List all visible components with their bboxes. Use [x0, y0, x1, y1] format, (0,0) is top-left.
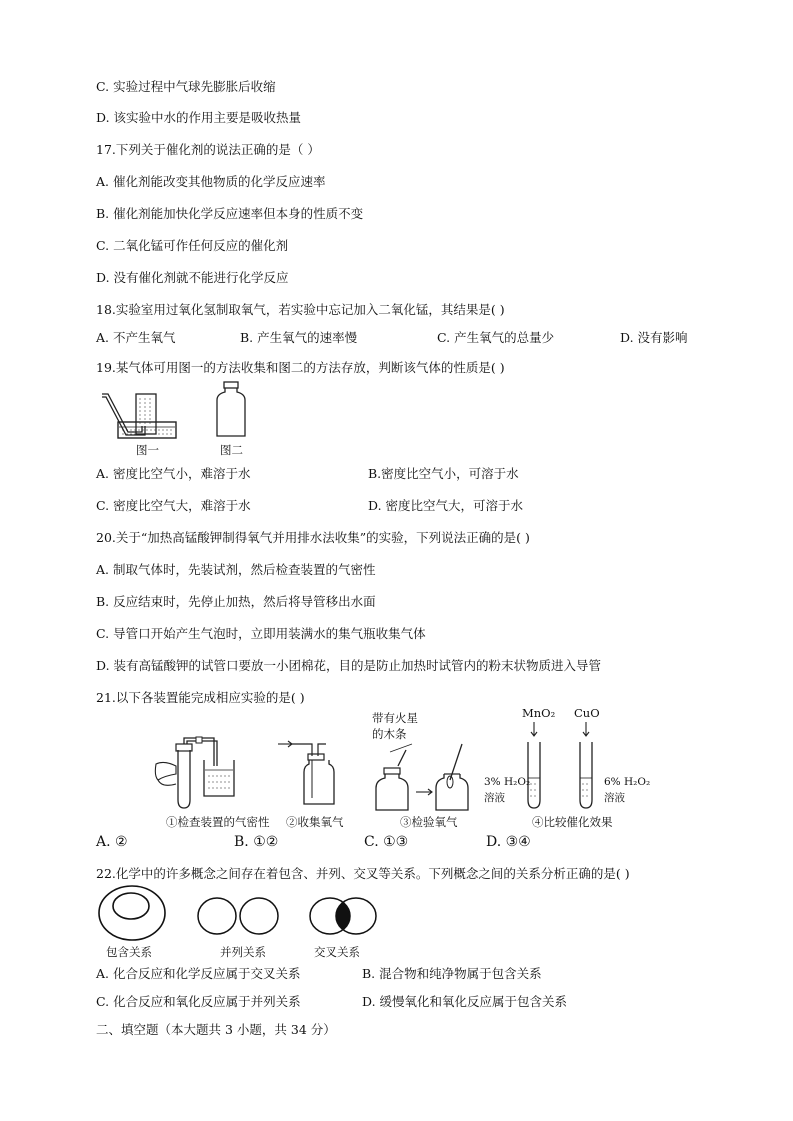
q17-option-b: B. 催化剂能加快化学反应速率但本身的性质不变: [96, 206, 364, 221]
q21-splint-label-line2: 的木条: [372, 727, 407, 741]
q21-solution-2-label: 溶液: [604, 792, 625, 804]
q18-option-a: A. 不产生氧气: [96, 330, 176, 345]
q21-option-a: A. ②: [96, 834, 128, 850]
q21-solution-1-concentration: 3% H₂O₂: [484, 776, 531, 788]
q17-option-d: D. 没有催化剂就不能进行化学反应: [96, 270, 289, 285]
q21-figure-3-test-oxygen: [370, 740, 482, 812]
prev-option-d: D. 该实验中水的作用主要是吸收热量: [96, 110, 302, 125]
q19-figure-1-water-collection: [98, 382, 188, 442]
q22-option-a: A. 化合反应和化学反应属于交叉关系: [96, 966, 301, 981]
q17-option-a: A. 催化剂能改变其他物质的化学反应速率: [96, 174, 326, 189]
q20-option-b: B. 反应结束时，先停止加热，然后将导管移出水面: [96, 594, 376, 609]
q21-option-c: C. ①③: [364, 834, 409, 850]
q19-figure-2-caption: 图二: [220, 443, 243, 457]
q20-option-a: A. 制取气体时，先装试剂，然后检查装置的气密性: [96, 562, 376, 577]
q21-splint-label-line1: 带有火星: [372, 711, 418, 725]
q17-option-c: C. 二氧化锰可作任何反应的催化剂: [96, 238, 289, 253]
q22-inclusion-diagram: [98, 884, 168, 942]
q22-intersection-diagram: [308, 896, 380, 936]
q19-option-d: D. 密度比空气大，可溶于水: [368, 498, 524, 513]
q21-figure-1-caption: ①检查装置的气密性: [166, 815, 270, 829]
q18-option-b: B. 产生氧气的速率慢: [240, 330, 358, 345]
q21-catalyst-cuo: CuO: [574, 706, 600, 720]
question-18: 18.实验室用过氧化氢制取氧气，若实验中忘记加入二氧化锰，其结果是( ): [96, 302, 505, 317]
question-19: 19.某气体可用图一的方法收集和图二的方法存放，判断该气体的性质是( ): [96, 360, 505, 375]
q18-option-c: C. 产生氧气的总量少: [437, 330, 555, 345]
q19-option-b: B.密度比空气小，可溶于水: [368, 466, 519, 481]
section-2-heading: 二、填空题（本大题共 3 小题，共 34 分）: [96, 1022, 336, 1037]
q21-option-d: D. ③④: [486, 834, 531, 850]
q20-option-c: C. 导管口开始产生气泡时，立即用装满水的集气瓶收集气体: [96, 626, 426, 641]
q21-figure-1-airtightness: [152, 736, 244, 812]
q19-figure-1-caption: 图一: [136, 443, 159, 457]
q21-figure-2-collect-oxygen: [276, 738, 340, 808]
question-22: 22.化学中的许多概念之间存在着包含、并列、交叉等关系。下列概念之间的关系分析正确的是( ): [96, 866, 630, 881]
q21-solution-1-label: 溶液: [484, 792, 505, 804]
q19-option-c: C. 密度比空气大，难溶于水: [96, 498, 251, 513]
q20-option-d: D. 装有高锰酸钾的试管口要放一小团棉花，目的是防止加热时试管内的粉末状物质进入导管: [96, 658, 602, 673]
q22-option-c: C. 化合反应和氧化反应属于并列关系: [96, 994, 301, 1009]
q22-option-d: D. 缓慢氧化和氧化反应属于包含关系: [362, 994, 568, 1009]
q19-figure-2-gas-bottle: [212, 380, 252, 440]
q22-parallel-diagram: [196, 896, 286, 936]
q22-option-b: B. 混合物和纯净物属于包含关系: [362, 966, 542, 981]
q21-option-b: B. ①②: [234, 834, 279, 850]
q21-solution-2-concentration: 6% H₂O₂: [604, 776, 651, 788]
q19-option-a: A. 密度比空气小，难溶于水: [96, 466, 251, 481]
q22-intersection-caption: 交叉关系: [314, 945, 360, 959]
q22-inclusion-caption: 包含关系: [106, 945, 152, 959]
q21-catalyst-mno2: MnO₂: [522, 706, 556, 720]
question-21: 21.以下各装置能完成相应实验的是( ): [96, 690, 305, 705]
prev-option-c: C. 实验过程中气球先膨胀后收缩: [96, 79, 276, 94]
question-17: 17.下列关于催化剂的说法正确的是（ ）: [96, 142, 320, 157]
q21-figure-2-caption: ②收集氧气: [286, 815, 344, 829]
q18-option-d: D. 没有影响: [620, 330, 688, 345]
q21-figure-4-caption: ④比较催化效果: [532, 815, 613, 829]
q22-parallel-caption: 并列关系: [220, 945, 266, 959]
question-20: 20.关于“加热高锰酸钾制得氧气并用排水法收集”的实验，下列说法正确的是( ): [96, 530, 530, 545]
q21-figure-3-caption: ③检验氧气: [400, 815, 458, 829]
